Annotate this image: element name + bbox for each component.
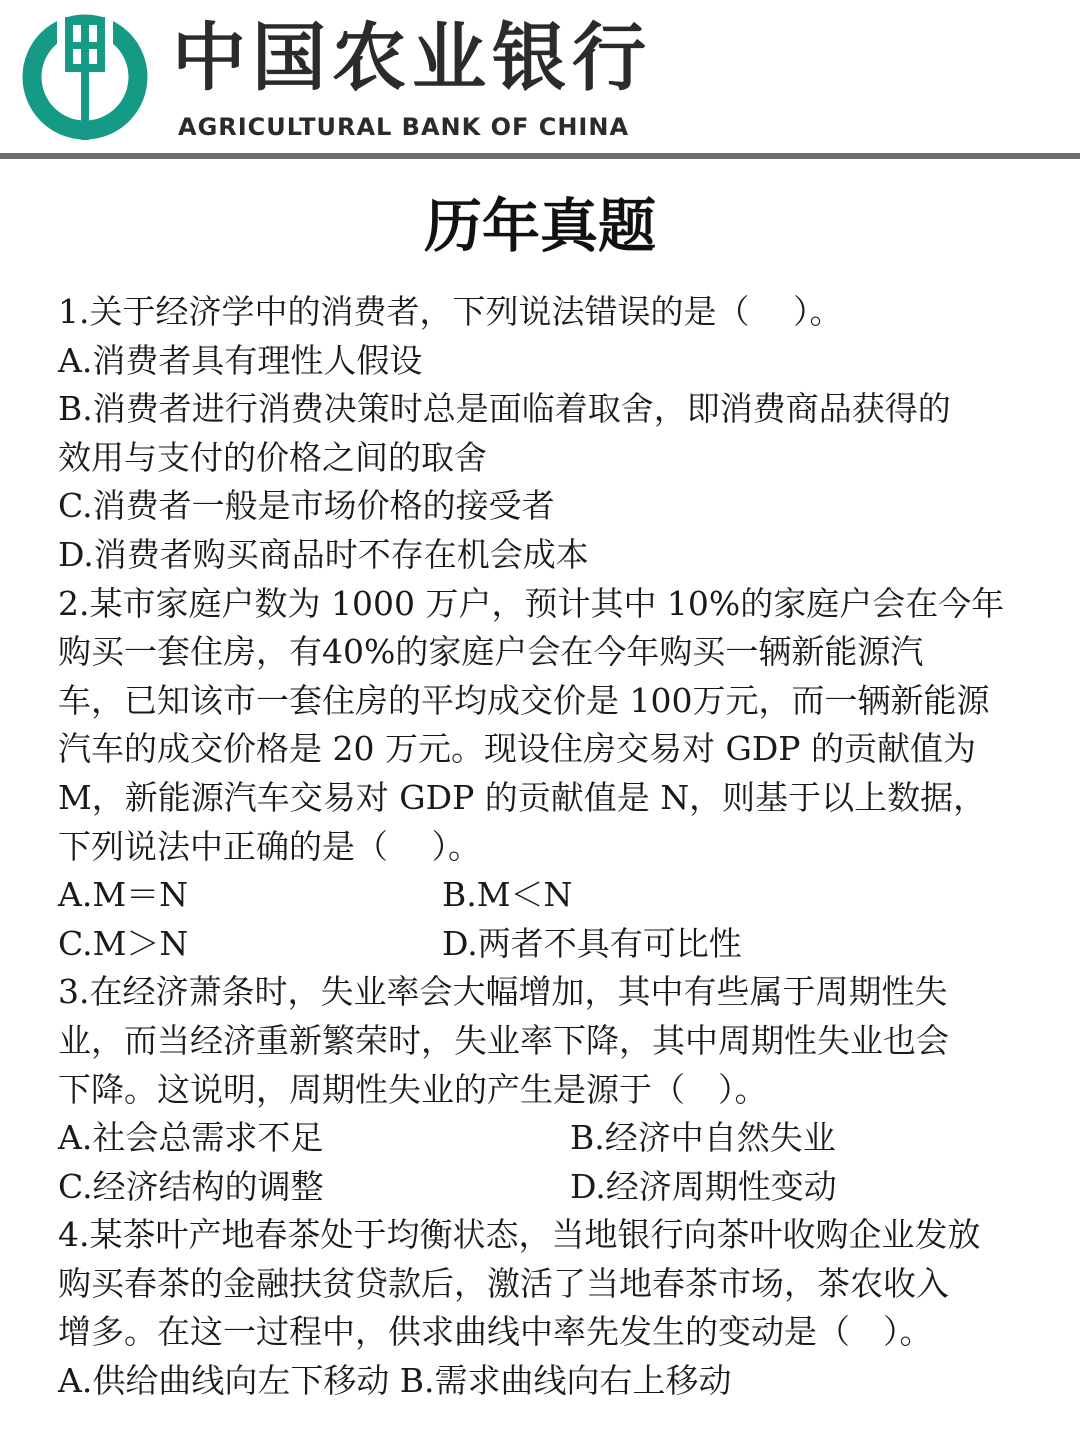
- q1-option-c: C.消费者一般是市场价格的接受者: [58, 486, 555, 526]
- q2-stem: 汽车的成交价格是 20 万元。现设住房交易对 GDP 的贡献值为: [58, 729, 976, 769]
- q4-stem: 4.某茶叶产地春茶处于均衡状态，当地银行向茶叶收购企业发放: [58, 1215, 981, 1255]
- q4-stem: 购买春茶的金融扶贫贷款后，激活了当地春茶市场，茶农收入: [58, 1263, 949, 1303]
- abc-logo-icon: [20, 12, 150, 142]
- q3-option-c: C.经济结构的调整: [58, 1166, 324, 1206]
- q1-stem: 1.关于经济学中的消费者，下列说法错误的是（ ）。: [58, 292, 843, 331]
- q1-option-d: D.消费者购买商品时不存在机会成本: [58, 534, 589, 574]
- q1-option-b: B.消费者进行消费决策时总是面临着取舍，即消费商品获得的: [58, 389, 951, 429]
- q2-options-row: [58, 871, 1038, 920]
- q3-stem: 业，而当经济重新繁荣时，失业率下降，其中周期性失业也会: [58, 1020, 949, 1060]
- q2-option-a: A.M＝N: [58, 875, 188, 915]
- q2-option-d: D.两者不具有可比性: [442, 923, 742, 963]
- q2-stem: 2.某市家庭户数为 1000 万户，预计其中 10%的家庭户会在今年: [58, 583, 1005, 623]
- header-divider: [0, 153, 1080, 159]
- q2-options-row: [58, 920, 1038, 969]
- question-list: [58, 288, 1038, 1406]
- q2-option-b: B.M＜N: [442, 875, 573, 915]
- q2-stem: 购买一套住房，有40%的家庭户会在今年购买一辆新能源汽: [58, 632, 924, 672]
- bank-name-english: AGRICULTURAL BANK OF CHINA: [178, 113, 630, 141]
- page-title: 历年真题: [423, 192, 656, 260]
- header: [0, 0, 1080, 158]
- q3-option-b: B.经济中自然失业: [570, 1118, 836, 1158]
- q2-stem: 下列说法中正确的是（ ）。: [58, 826, 481, 866]
- q3-stem: 下降。这说明，周期性失业的产生是源于（ ）。: [58, 1069, 768, 1109]
- q2-option-c: C.M＞N: [58, 923, 189, 963]
- q3-options-row: [58, 1163, 1038, 1212]
- q4-options-ab: A.供给曲线向左下移动 B.需求曲线向右上移动: [58, 1361, 732, 1401]
- q3-stem: 3.在经济萧条时，失业率会大幅增加，其中有些属于周期性失: [58, 972, 948, 1012]
- q2-stem: M，新能源汽车交易对 GDP 的贡献值是 N，则基于以上数据，: [58, 777, 987, 817]
- q2-stem: 车，已知该市一套住房的平均成交价是 100万元，而一辆新能源: [58, 680, 990, 720]
- q3-option-d: D.经济周期性变动: [570, 1166, 837, 1206]
- q1-option-a: A.消费者具有理性人假设: [58, 340, 423, 380]
- q3-option-a: A.社会总需求不足: [58, 1118, 324, 1158]
- bank-name-chinese: 中国农业银行: [172, 15, 652, 101]
- q4-stem: 增多。在这一过程中，供求曲线中率先发生的变动是（ ）。: [58, 1312, 933, 1352]
- q1-option-b-continued: 效用与支付的价格之间的取舍: [58, 437, 487, 477]
- q3-options-row: [58, 1114, 1038, 1163]
